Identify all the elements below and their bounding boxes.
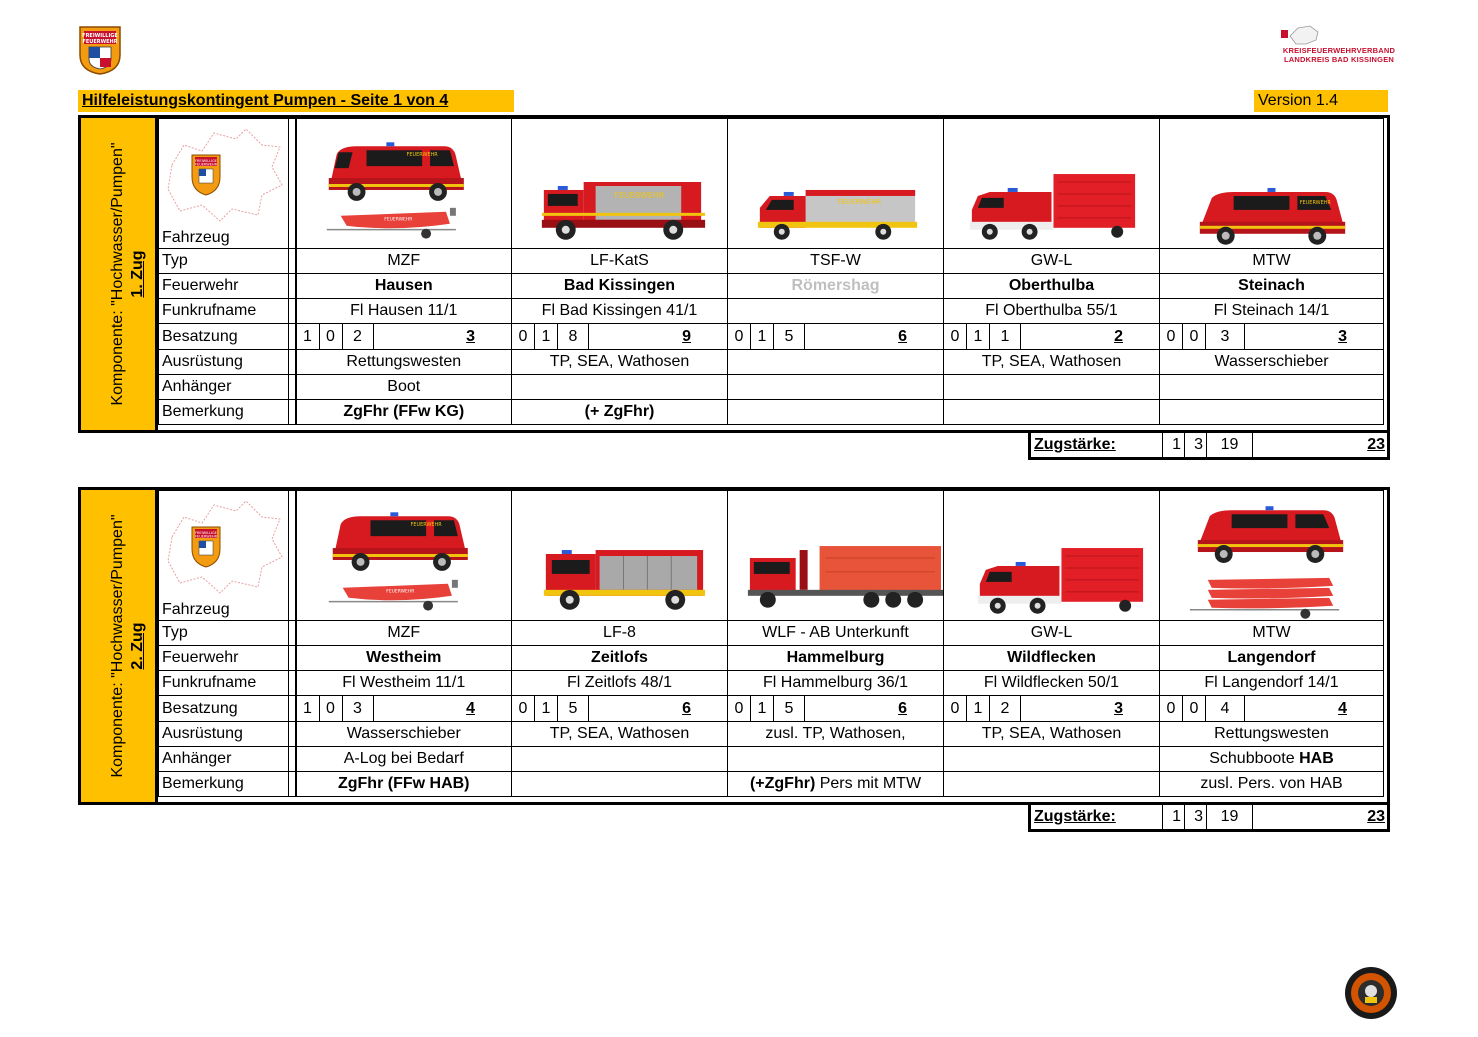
- row-label-anhaenger: Anhänger: [159, 375, 289, 400]
- bemerkung-cell: [944, 772, 1160, 797]
- district-map-logo: [162, 125, 288, 229]
- row-label-feuerwehr: Feuerwehr: [159, 646, 289, 671]
- anhaenger-cell: [1160, 375, 1384, 400]
- typ-cell: MZF: [296, 621, 512, 646]
- row-label-anhaenger: Anhänger: [159, 747, 289, 772]
- svg-text:FEUERWEHR: FEUERWEHR: [385, 589, 414, 595]
- vehicle-image-gw-l: [944, 491, 1160, 621]
- svg-text:FEUERWEHR: FEUERWEHR: [410, 522, 442, 529]
- anhaenger-cell: [728, 375, 944, 400]
- svg-text:FEUERWEHR: FEUERWEHR: [82, 39, 118, 45]
- typ-cell: MTW: [1160, 249, 1384, 274]
- zugstaerke-row: [1028, 433, 1390, 460]
- row-label-besatzung: Besatzung: [159, 324, 289, 350]
- typ-cell: TSF-W: [728, 249, 944, 274]
- district-map-logo: [162, 497, 288, 601]
- feuerwehr-cell: Hausen: [296, 274, 512, 299]
- vehicle-image-mzf: [296, 491, 512, 621]
- besatzung-cell: 0 0 4 4: [1160, 696, 1384, 722]
- feuerwehr-cell: Zeitlofs: [512, 646, 728, 671]
- fahrzeug-label: Fahrzeug: [162, 601, 230, 618]
- bemerkung-cell: (+ZgFhr) Pers mit MTW: [728, 772, 944, 797]
- funkrufname-cell: Fl Hammelburg 36/1: [728, 671, 944, 696]
- gregors-grafiken-logo: [1344, 966, 1398, 1020]
- bemerkung-cell: [512, 772, 728, 797]
- besatzung-cell: 0 0 3 3: [1160, 324, 1384, 350]
- svg-text:FREIWILLIGE: FREIWILLIGE: [194, 531, 218, 535]
- anhaenger-cell: [944, 375, 1160, 400]
- row-label-ausruestung: Ausrüstung: [159, 722, 289, 747]
- anhaenger-cell: [944, 747, 1160, 772]
- feuerwehr-cell: Bad Kissingen: [512, 274, 728, 299]
- bemerkung-cell: ZgFhr (FFw KG): [296, 400, 512, 425]
- bemerkung-cell: [944, 400, 1160, 425]
- row-label-besatzung: Besatzung: [159, 696, 289, 722]
- ausruestung-cell: Wasserschieber: [296, 722, 512, 747]
- vehicle-image-mtw: [1160, 119, 1384, 249]
- zug-label: 1. Zug: [128, 250, 146, 298]
- bemerkung-cell: [728, 400, 944, 425]
- kreisfeuerwehrverband-logo: [1276, 24, 1402, 64]
- zug-label: 2. Zug: [128, 622, 146, 670]
- feuerwehr-cell: Oberthulba: [944, 274, 1160, 299]
- row-label-feuerwehr: Feuerwehr: [159, 274, 289, 299]
- svg-text:FEUERWEHR: FEUERWEHR: [837, 197, 882, 206]
- funkrufname-cell: Fl Oberthulba 55/1: [944, 299, 1160, 324]
- typ-cell: GW-L: [944, 621, 1160, 646]
- component-label: Komponente: "Hochwasser/Pumpen": [108, 514, 126, 778]
- anhaenger-cell: [512, 375, 728, 400]
- typ-cell: MTW: [1160, 621, 1384, 646]
- kfv-line-2: LANDKREIS BAD KISSINGEN: [1283, 55, 1395, 64]
- anhaenger-cell: Boot: [296, 375, 512, 400]
- bemerkung-cell: (+ ZgFhr): [512, 400, 728, 425]
- row-label-typ: Typ: [159, 621, 289, 646]
- typ-cell: LF-KatS: [512, 249, 728, 274]
- row-label-fahrzeug: [159, 119, 289, 249]
- feuerwehr-cell: Hammelburg: [728, 646, 944, 671]
- feuerwehr-cell-inactive: Römershag: [728, 274, 944, 299]
- funkrufname-cell: Fl Wildflecken 50/1: [944, 671, 1160, 696]
- besatzung-cell: 0 1 5 6: [512, 696, 728, 722]
- vehicle-image-lf-kats: [512, 119, 728, 249]
- component-band: [81, 118, 158, 430]
- zugstaerke-label: Zugstärke:: [1028, 805, 1162, 832]
- version-label: Version 1.4: [1254, 90, 1388, 112]
- row-label-bemerkung: Bemerkung: [159, 400, 289, 425]
- bemerkung-cell: [1160, 400, 1384, 425]
- row-label-funkrufname: Funkrufname: [159, 671, 289, 696]
- zugstaerke-label: Zugstärke:: [1028, 433, 1162, 460]
- vehicle-image-mzf: [296, 119, 512, 249]
- besatzung-cell: 0 1 2 3: [944, 696, 1160, 722]
- vehicle-image-lf-8: [512, 491, 728, 621]
- bemerkung-cell: ZgFhr (FFw HAB): [296, 772, 512, 797]
- funkrufname-cell: Fl Steinach 14/1: [1160, 299, 1384, 324]
- row-label-ausruestung: Ausrüstung: [159, 350, 289, 375]
- row-label-funkrufname: Funkrufname: [159, 299, 289, 324]
- component-label: Komponente: "Hochwasser/Pumpen": [108, 142, 126, 406]
- ausruestung-cell: zusl. TP, Wathosen,: [728, 722, 944, 747]
- ausruestung-cell: TP, SEA, Wathosen: [944, 350, 1160, 375]
- besatzung-cell: 0 1 1 2: [944, 324, 1160, 350]
- vehicle-table: [158, 118, 1384, 425]
- besatzung-cell: 1 0 2 3: [296, 324, 512, 350]
- row-label-bemerkung: Bemerkung: [159, 772, 289, 797]
- besatzung-cell: 0 1 8 9: [512, 324, 728, 350]
- row-label-fahrzeug: [159, 491, 289, 621]
- feuerwehr-cell: Wildflecken: [944, 646, 1160, 671]
- zugstaerke-values: 1 3 19 23: [1162, 433, 1390, 460]
- svg-text:FEUERWEHR: FEUERWEHR: [406, 152, 438, 159]
- ausruestung-cell: Wasserschieber: [1160, 350, 1384, 375]
- ausruestung-cell: TP, SEA, Wathosen: [512, 350, 728, 375]
- bemerkung-cell: zusl. Pers. von HAB: [1160, 772, 1384, 797]
- feuerwehr-cell: Westheim: [296, 646, 512, 671]
- vehicle-image-tsf-w: [728, 119, 944, 249]
- besatzung-cell: 0 1 5 6: [728, 324, 944, 350]
- svg-text:FREIWILLIGE: FREIWILLIGE: [194, 159, 218, 163]
- typ-cell: MZF: [296, 249, 512, 274]
- ausruestung-cell: TP, SEA, Wathosen: [512, 722, 728, 747]
- typ-cell: LF-8: [512, 621, 728, 646]
- fahrzeug-label: Fahrzeug: [162, 229, 230, 246]
- vehicle-image-mtw: [1160, 491, 1384, 621]
- freiwillige-feuerwehr-logo: [78, 25, 122, 75]
- svg-text:FEUERWEHR: FEUERWEHR: [383, 217, 412, 223]
- besatzung-cell: 1 0 3 4: [296, 696, 512, 722]
- feuerwehr-cell: Steinach: [1160, 274, 1384, 299]
- vehicle-image-wlf: [728, 491, 944, 621]
- ausruestung-cell: Rettungswesten: [296, 350, 512, 375]
- anhaenger-cell: [512, 747, 728, 772]
- svg-text:FEUERWEHR: FEUERWEHR: [614, 190, 665, 200]
- ausruestung-cell: [728, 350, 944, 375]
- svg-text:FEUERWEHR: FEUERWEHR: [194, 534, 218, 539]
- svg-text:FEUERWEHR: FEUERWEHR: [1299, 199, 1331, 206]
- funkrufname-cell: Fl Hausen 11/1: [296, 299, 512, 324]
- svg-text:FREIWILLIGE: FREIWILLIGE: [82, 33, 118, 39]
- component-band: [81, 490, 158, 802]
- page-title: Hilfeleistungskontingent Pumpen - Seite 1 von 4: [78, 90, 514, 112]
- svg-text:FEUERWEHR: FEUERWEHR: [194, 162, 218, 167]
- zugstaerke-row: [1028, 805, 1390, 832]
- typ-cell: GW-L: [944, 249, 1160, 274]
- anhaenger-cell: Schubboote HAB: [1160, 747, 1384, 772]
- anhaenger-cell: [728, 747, 944, 772]
- ausruestung-cell: TP, SEA, Wathosen: [944, 722, 1160, 747]
- ausruestung-cell: Rettungswesten: [1160, 722, 1384, 747]
- funkrufname-cell: Fl Bad Kissingen 41/1: [512, 299, 728, 324]
- vehicle-image-gw-l: [944, 119, 1160, 249]
- besatzung-cell: 0 1 5 6: [728, 696, 944, 722]
- kfv-line-1: KREISFEUERWEHRVERBAND: [1282, 46, 1396, 55]
- anhaenger-cell: A-Log bei Bedarf: [296, 747, 512, 772]
- vehicle-table: [158, 490, 1384, 797]
- typ-cell: WLF - AB Unterkunft: [728, 621, 944, 646]
- funkrufname-cell: Fl Langendorf 14/1: [1160, 671, 1384, 696]
- funkrufname-cell: Fl Westheim 11/1: [296, 671, 512, 696]
- zugstaerke-values: 1 3 19 23: [1162, 805, 1390, 832]
- funkrufname-cell: Fl Zeitlofs 48/1: [512, 671, 728, 696]
- funkrufname-cell: [728, 299, 944, 324]
- row-label-typ: Typ: [159, 249, 289, 274]
- feuerwehr-cell: Langendorf: [1160, 646, 1384, 671]
